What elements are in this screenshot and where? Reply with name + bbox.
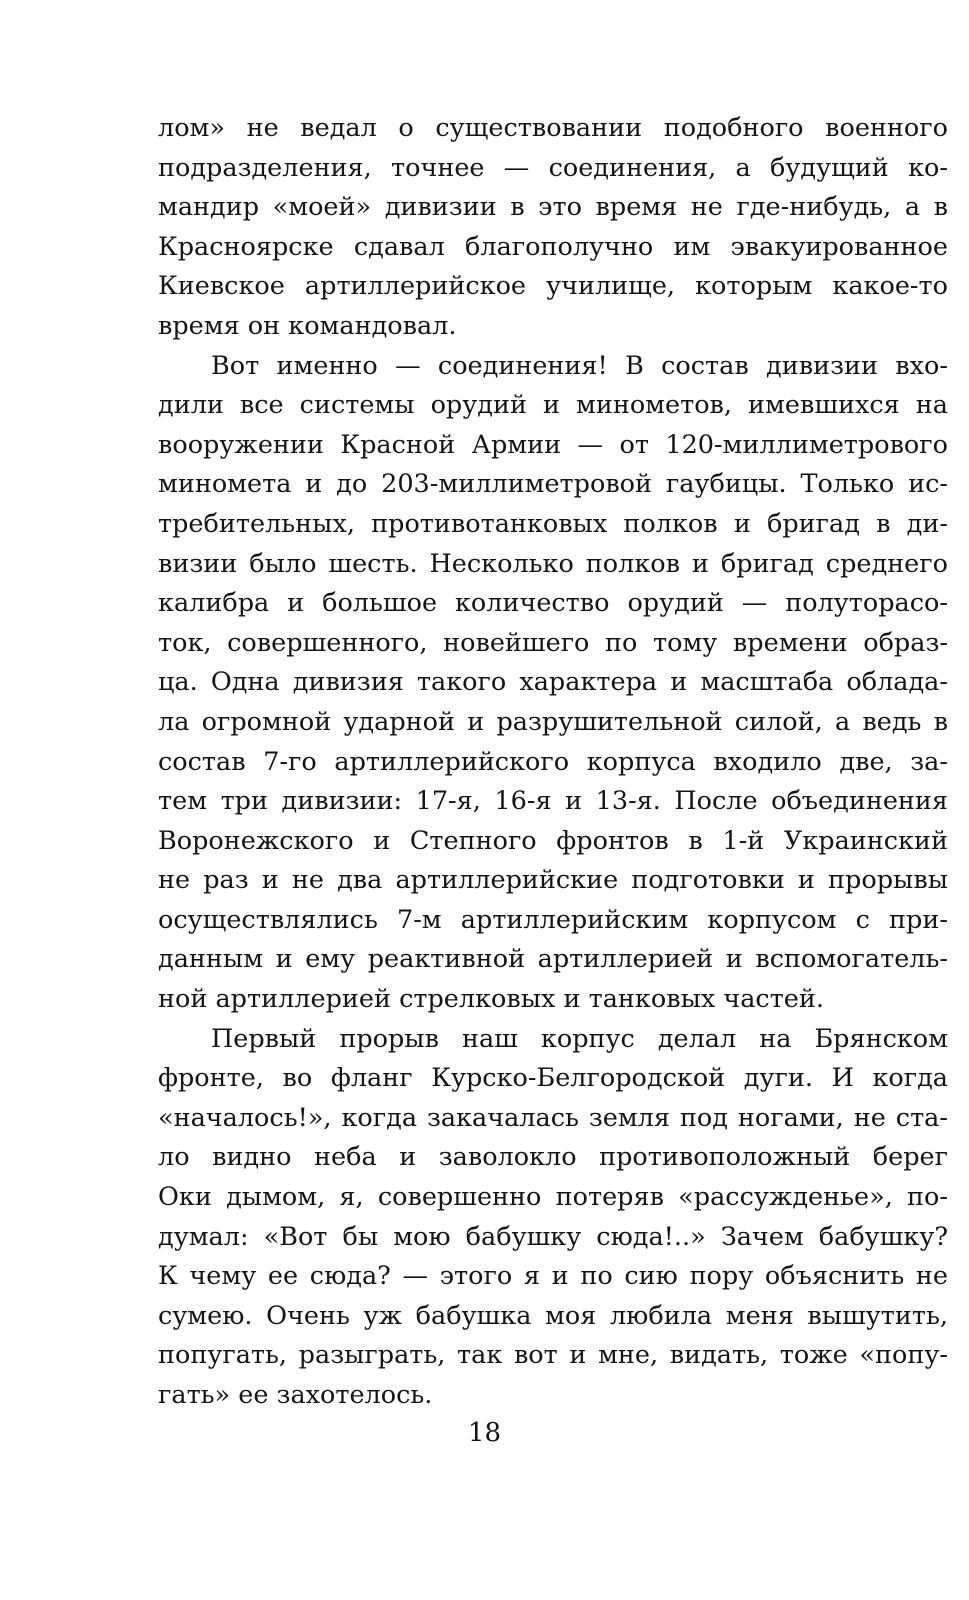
text-line: Оки дымом, я, совершенно потеряв «рассужденье», по- <box>158 1182 948 1213</box>
text-line: Вот именно — соединения! В состав дивизии вхо- <box>211 350 948 381</box>
text-line: К чему ее сюда? — этого я и по сию пору объяснить не <box>158 1261 948 1292</box>
text-line: тем три дивизии: 17-я, 16-я и 13-я. После объединения <box>158 786 948 817</box>
text-line: мандир «моей» дивизии в это время не где-нибудь, а в <box>158 192 948 223</box>
text-line: Красноярске сдавал благополучно им эвакуированное <box>158 231 948 262</box>
text-line: данным и ему реактивной артиллерией и вспомогатель- <box>158 944 948 975</box>
text-line: дили все системы орудий и минометов, имевшихся на <box>158 390 948 421</box>
text-line: требительных, противотанковых полков и бригад в ди- <box>158 508 948 539</box>
text-line: Киевское артиллерийское училище, которым какое-то <box>158 271 948 302</box>
text-line: думал: «Вот бы мою бабушку сюда!..» Зачем бабушку? <box>158 1221 948 1252</box>
text-line: осуществлялись 7-м артиллерийским корпусом с при- <box>158 904 948 935</box>
page-number: 18 <box>467 1418 502 1448</box>
text-line: состав 7-го артиллерийского корпуса входило две, за- <box>158 746 948 777</box>
text-line: ца. Одна дивизия такого характера и масштаба облада- <box>158 667 948 698</box>
text-line: калибра и большое количество орудий — полуторасо- <box>158 588 948 619</box>
text-line: сумею. Очень уж бабушка моя любила меня вышутить, <box>158 1300 948 1331</box>
body-text <box>158 109 948 1416</box>
text-line: миномета и до 203-миллиметровой гаубицы. Только ис- <box>158 469 948 500</box>
text-line: время он командовал. <box>158 310 457 341</box>
text-line: ла огромной ударной и разрушительной силой, а ведь в <box>158 706 948 737</box>
text-line: попугать, разыграть, так вот и мне, видать, тоже «попу- <box>158 1340 948 1371</box>
text-line: ток, совершенного, новейшего по тому времени образ- <box>158 627 948 658</box>
text-line: вооружении Красной Армии — от 120-миллиметрового <box>158 429 948 460</box>
text-line: Первый прорыв наш корпус делал на Брянском <box>211 1023 948 1054</box>
text-line: ной артиллерией стрелковых и танковых частей. <box>158 984 824 1015</box>
text-line: визии было шесть. Несколько полков и бригад среднего <box>158 548 948 579</box>
text-line: Воронежского и Степного фронтов в 1-й Украинский <box>158 825 948 856</box>
text-line: подразделения, точнее — соединения, а будущий ко- <box>158 152 948 183</box>
text-line: «началось!», когда закачалась земля под ногами, не ста- <box>158 1102 948 1133</box>
text-line: ло видно неба и заволокло противоположный берег <box>158 1142 948 1173</box>
text-line: лом» не ведал о существовании подобного военного <box>158 113 948 143</box>
text-line: не раз и не два артиллерийские подготовки и прорывы <box>158 865 948 896</box>
text-line: фронте, во фланг Курско-Белгородской дуги. И когда <box>158 1063 948 1094</box>
text-line: гать» ее захотелось. <box>158 1380 433 1410</box>
